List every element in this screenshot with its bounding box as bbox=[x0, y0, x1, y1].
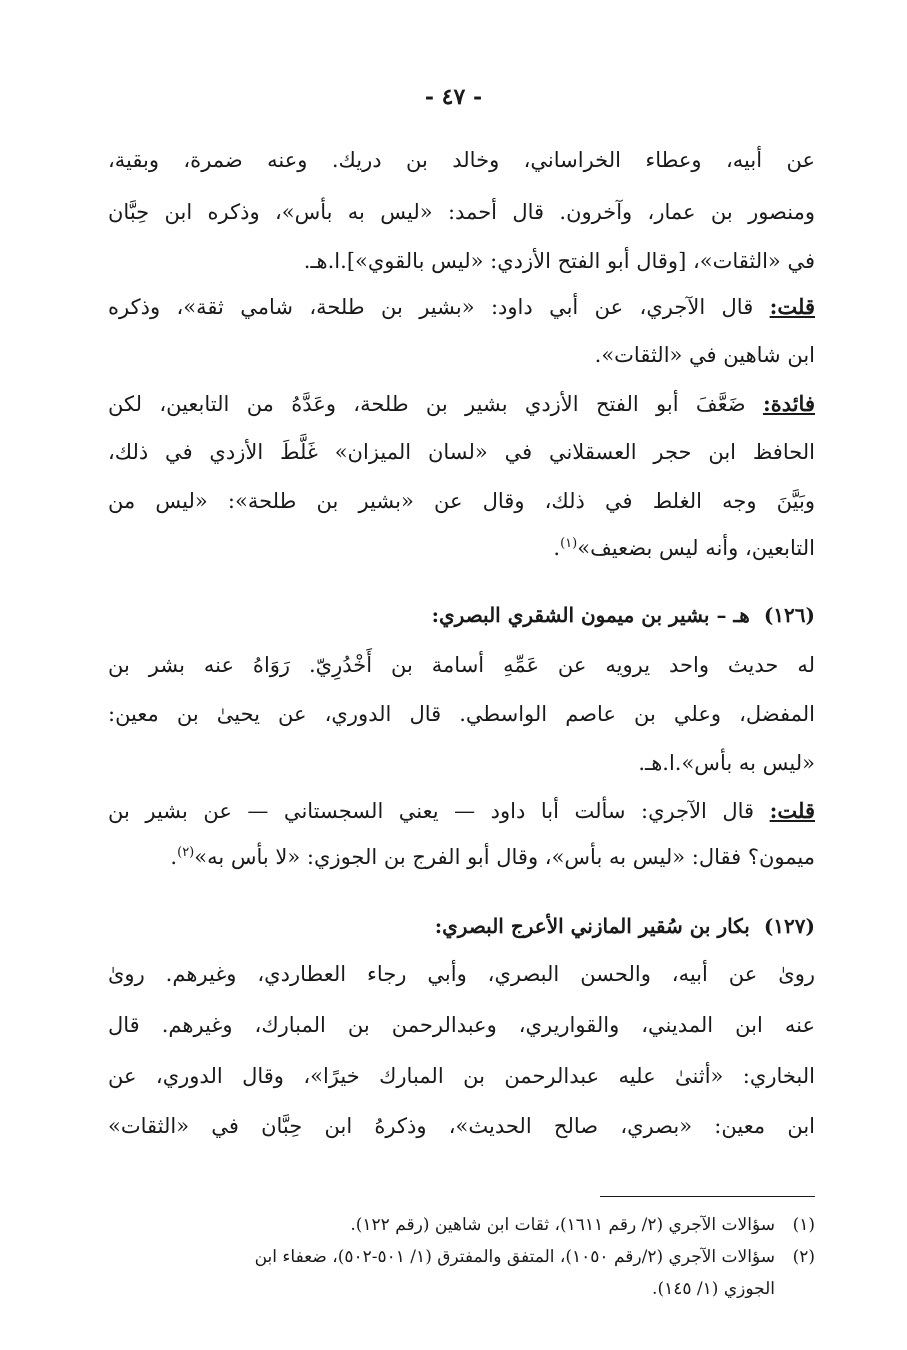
footnote bbox=[108, 1215, 815, 1235]
faida-line bbox=[108, 391, 815, 416]
text-line: المفضل، وعلي بن عاصم الواسطي. قال الدوري، عن يحيىٰ بن معين: bbox=[108, 702, 815, 726]
text-line: ومنصور بن عمار، وآخرون. قال أحمد: «ليس به بأس»، وذكره ابن حِبَّان bbox=[108, 200, 815, 224]
entry-number: (١٢٧) bbox=[763, 914, 815, 938]
note-line bbox=[108, 294, 815, 319]
text-line: البخاري: «أثنىٰ عليه عبدالرحمن بن المبارك خيرًا»، وقال الدوري، عن bbox=[108, 1064, 815, 1088]
period: . bbox=[170, 845, 178, 869]
text-line: وبَيَّنَ وجه الغلط في ذلك، وقال عن «بشير بن طلحة»: «ليس من bbox=[108, 489, 815, 513]
faida-text-end: التابعين، وأنه ليس بضعيف» bbox=[577, 536, 815, 560]
text-line: عن أبيه، وعطاء الخراساني، وخالد بن دريك. وعنه ضمرة، وبقية، bbox=[108, 148, 815, 172]
note-text: قال الآجري، عن أبي داود: «بشير بن طلحة، شامي ثقة»، وذكره bbox=[108, 295, 770, 319]
entry-number: (١٢٦) bbox=[763, 603, 815, 627]
entry-heading bbox=[108, 914, 815, 938]
text-line: روىٰ عن أبيه، والحسن البصري، وأبي رجاء العطاردي، وغيرهم. روىٰ bbox=[108, 962, 815, 986]
footnote-number: (٢) bbox=[792, 1247, 815, 1267]
footnote-text: سؤالات الآجري (٢/ رقم ١٦١١)، ثقات ابن شاهين (رقم ١٢٢). bbox=[350, 1215, 775, 1235]
text-line bbox=[108, 845, 815, 869]
page-number: - ٤٧ - bbox=[424, 84, 483, 110]
text-line: «ليس به بأس».ا.هـ. bbox=[638, 751, 815, 775]
text-line: في «الثقات»، [وقال أبو الفتح الأزدي: «ليس بالقوي»].ا.هـ. bbox=[303, 249, 815, 273]
footnote-divider bbox=[600, 1196, 815, 1197]
faida-label: فائدة: bbox=[762, 391, 815, 416]
entry-title: بكار بن سُقير المازني الأعرج البصري: bbox=[434, 914, 750, 938]
footnote-number: (١) bbox=[792, 1215, 815, 1235]
faida-text: ضَعَّفَ أبو الفتح الأزدي بشير بن طلحة، وعَدَّهُ من التابعين، لكن bbox=[108, 392, 763, 416]
text-line: ابن شاهين في «الثقات». bbox=[594, 343, 815, 367]
text-line: له حديث واحد يرويه عن عَمِّهِ أسامة بن أَخْدُرِيّ. رَوَاهُ عنه بشر بن bbox=[108, 653, 815, 677]
footnote-continuation: الجوزي (١/ ١٤٥). bbox=[652, 1279, 775, 1299]
note-text: قال الآجري: سألت أبا داود — يعني السجستاني — عن بشير بن bbox=[108, 799, 770, 823]
entry-title: هـ – بشير بن ميمون الشقري البصري: bbox=[431, 603, 750, 627]
text-line: عنه ابن المديني، والقواريري، وعبدالرحمن بن المبارك، وغيرهم. قال bbox=[108, 1013, 815, 1037]
period: . bbox=[553, 536, 561, 560]
note-text-end: ميمون؟ فقال: «ليس به بأس»، وقال أبو الفرج بن الجوزي: «لا بأس به» bbox=[194, 845, 815, 869]
text-line: الحافظ ابن حجر العسقلاني في «لسان الميزان» غَلَّطَ الأزدي في ذلك، bbox=[108, 440, 815, 464]
footnote bbox=[108, 1247, 815, 1267]
text-line: ابن معين: «بصري، صالح الحديث»، وذكرهُ ابن حِبَّان في «الثقات» bbox=[108, 1114, 815, 1138]
footnote-ref: (٢) bbox=[177, 845, 195, 860]
footnote-ref: (١) bbox=[560, 536, 578, 551]
text-line bbox=[108, 536, 815, 560]
entry-heading bbox=[108, 603, 815, 627]
note-line bbox=[108, 798, 815, 823]
note-label: قلت: bbox=[769, 294, 815, 319]
footnote-text: سؤالات الآجري (٢/رقم ١٠٥٠)، المتفق والمفترق (١/ ٥٠١-٥٠٢)، ضعفاء ابن bbox=[254, 1247, 775, 1267]
note-label: قلت: bbox=[769, 798, 815, 823]
